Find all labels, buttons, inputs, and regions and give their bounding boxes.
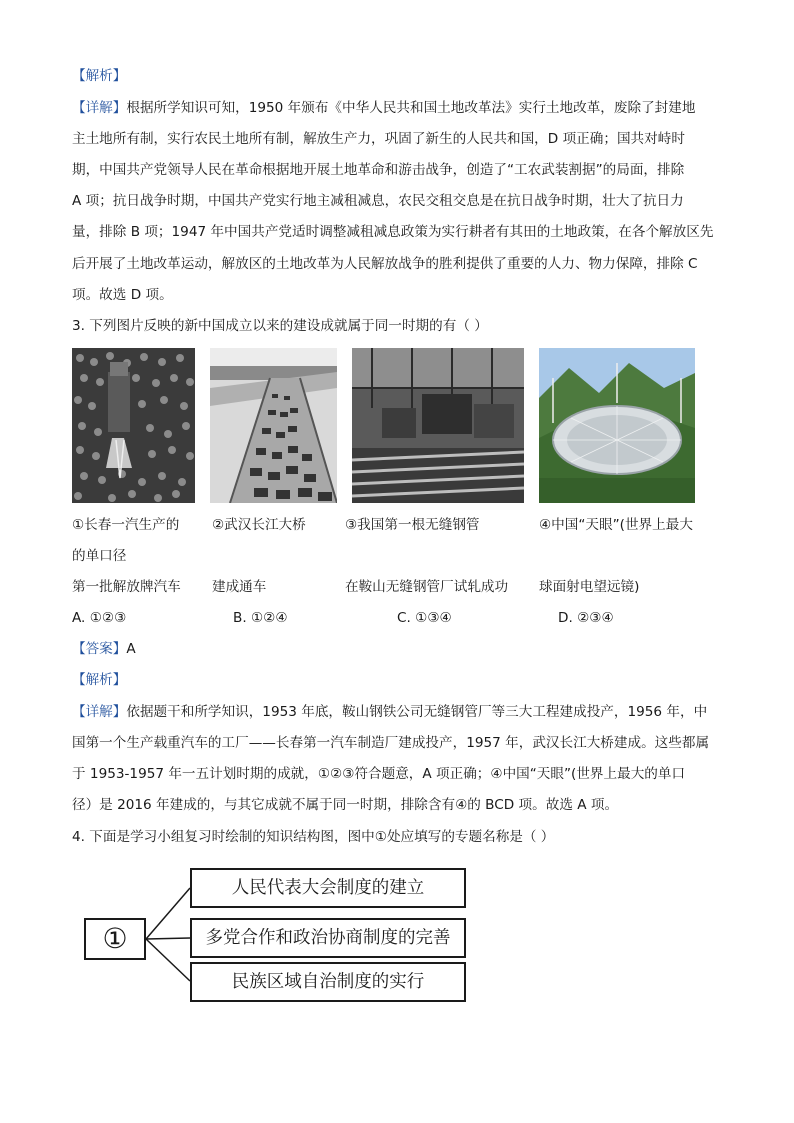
caption-photo-1-line-2: 第一批解放牌汽车 [72, 579, 181, 595]
caption-photo-2-line-1: ②武汉长江大桥 [212, 517, 306, 533]
caption-photo-3-line-1: ③我国第一根无缝钢管 [345, 517, 480, 533]
detail2-line-2 [72, 734, 709, 752]
question-4 [72, 828, 554, 846]
detail-text: 期，中国共产党领导人民在革命根据地开展土地革命和游击战争，创造了“工农武装割据”的局面，排除 [72, 162, 685, 178]
detail-line-4 [72, 192, 684, 210]
diagram-center-box: ① [84, 918, 146, 960]
analysis-tag: 【解析】 [72, 68, 127, 84]
photo-crowd-truck [72, 348, 195, 503]
detail-text: 主土地所有制，实行农民土地所有制，解放生产力，巩固了新生的人民共和国，D 项正确；国共对峙时 [72, 131, 685, 147]
detail-tag-2: 【详解】 [72, 704, 127, 720]
detail-text: 项。故选 D 项。 [72, 287, 173, 303]
detail2-line-4 [72, 796, 618, 814]
detail2-line-1 [72, 703, 707, 721]
diagram-topic-1: 人民代表大会制度的建立 [190, 868, 466, 908]
analysis-heading [72, 67, 126, 85]
detail-text: A 项；抗日战争时期，中国共产党实行地主减租减息，农民交租交息是在抗日战争时期，壮大了抗日力 [72, 193, 684, 209]
detail2-text: 依据题干和所学知识，1953 年底，鞍山钢铁公司无缝钢管厂等三大工程建成投产，1956 年，中 [126, 704, 708, 720]
question-4-text: 4. 下面是学习小组复习时绘制的知识结构图，图中①处应填写的专题名称是（ ） [72, 829, 555, 845]
analysis-heading-2 [72, 671, 126, 689]
analysis-tag-2: 【解析】 [72, 672, 127, 688]
answer-tag: 【答案】 [72, 641, 127, 657]
question-3-text: 3. 下列图片反映的新中国成立以来的建设成就属于同一时期的有（ ） [72, 318, 488, 334]
caption-photo-1-line-1: ①长春一汽生产的 [72, 517, 180, 533]
detail-line-2 [72, 130, 685, 148]
caption-photo-4-line-1: ④中国“天眼”(世界上最大 [539, 517, 693, 533]
detail-line-3 [72, 161, 684, 179]
diagram-topic-3: 民族区域自治制度的实行 [190, 962, 466, 1002]
detail2-text: 径）是 2016 年建成的，与其它成就不属于同一时期，排除含有④的 BCD 项。故选 A 项。 [72, 797, 619, 813]
detail2-line-3 [72, 765, 685, 783]
photo-fast-telescope [539, 348, 695, 503]
detail-text: 量，排除 B 项；1947 年中国共产党适时调整减租减息政策为实行耕者有其田的土地政策，在各个解放区先 [72, 224, 714, 240]
option-c: C. ①③④ [397, 610, 452, 626]
photo-bridge [210, 348, 337, 503]
detail-line-6 [72, 255, 698, 273]
detail-line-5 [72, 223, 713, 241]
detail2-text: 于 1953-1957 年一五计划时期的成就，①②③符合题意，A 项正确；④中国“天眼”(世界上最大的单口 [72, 766, 686, 782]
diagram-topic-2: 多党合作和政治协商制度的完善 [190, 918, 466, 958]
option-b: B. ①②④ [233, 610, 288, 626]
detail-line-7 [72, 286, 173, 304]
caption-photo-2-line-2: 建成通车 [212, 579, 267, 595]
detail-tag: 【详解】 [72, 100, 127, 116]
answer-value: A [126, 641, 136, 657]
question-3 [72, 317, 488, 335]
option-a: A. ①②③ [72, 610, 127, 626]
detail-text: 后开展了土地改革运动，解放区的土地改革为人民解放战争的胜利提供了重要的人力、物力保障，排除 C [72, 256, 698, 272]
option-d: D. ②③④ [558, 610, 614, 626]
caption-photo-4-line-3: 球面射电望远镜) [539, 579, 640, 595]
caption-photo-4-line-2: 的单口径 [72, 548, 127, 564]
caption-photo-3-line-2: 在鞍山无缝钢管厂试轧成功 [345, 579, 509, 595]
detail2-text: 国第一个生产载重汽车的工厂——长春第一汽车制造厂建成投产，1957 年，武汉长江大桥建成。这些都属 [72, 735, 710, 751]
detail-text: 根据所学知识可知，1950 年颁布《中华人民共和国土地改革法》实行土地改革，废除了封建地 [126, 100, 696, 116]
knowledge-structure-diagram [80, 862, 480, 1008]
detail-line-1 [72, 99, 695, 117]
photo-steel-factory [352, 348, 524, 503]
answer-line [72, 640, 136, 658]
